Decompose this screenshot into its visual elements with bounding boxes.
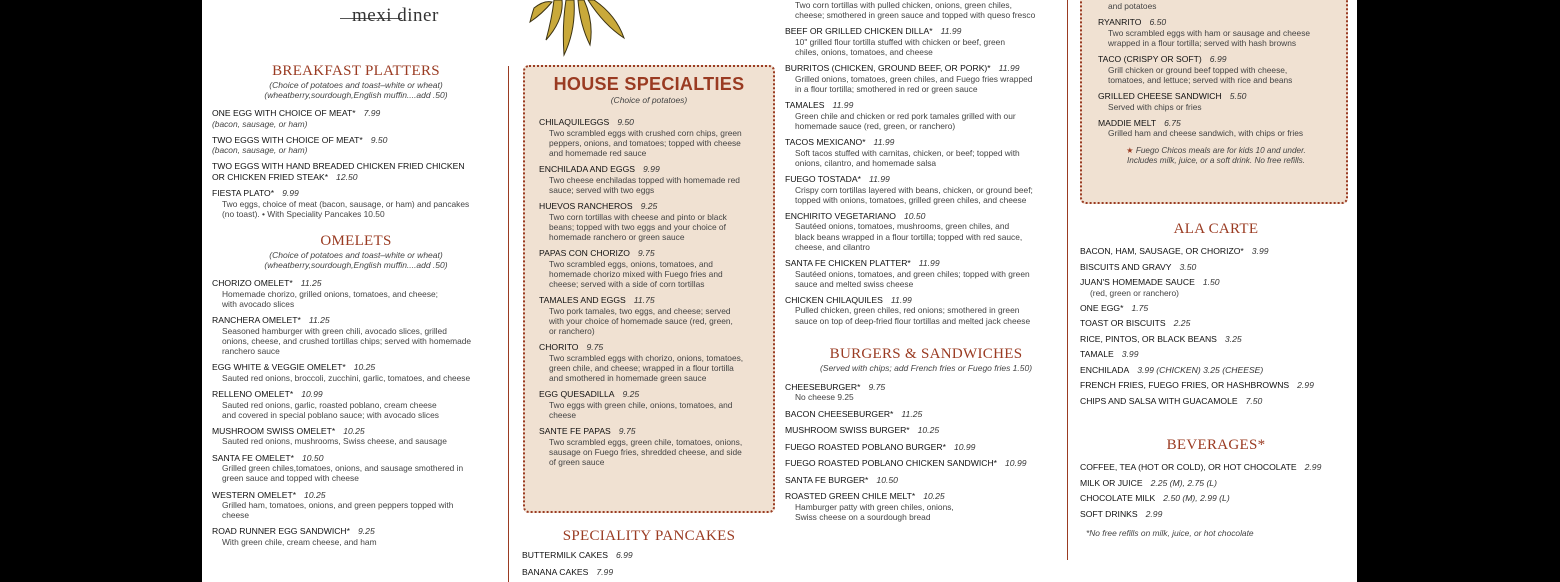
menu-item: EGG WHITE & VEGGIE OMELET* 10.25 Sauted red onions, broccoli, zucchini, garlic, tomatoes, and cheese <box>212 362 471 383</box>
breakfast-sub-1: (Choice of potatoes and toast–white or wheat) <box>269 80 443 90</box>
column-divider <box>1067 0 1068 560</box>
menu-item: ONE EGG WITH CHOICE OF MEAT* 7.99 (bacon, sausage, or ham) <box>212 108 381 129</box>
menu-item: TAMALES AND EGGS 11.75 Two pork tamales, two eggs, and cheese; served with your choice of homemade sauce (red, green, or ranchero) <box>539 295 733 337</box>
menu-item: GRILLED CHEESE SANDWICH 5.50 Served with chips or fries <box>1098 91 1247 112</box>
menu-item: ENCHILADA 3.99 (CHICKEN) 3.25 (CHEESE) <box>1080 364 1264 375</box>
logo-tagline: mexi diner <box>352 5 439 26</box>
omelets-sub-2: (wheatberry,sourdough,English muffin....add .50) <box>264 260 448 271</box>
column-alacarte <box>1080 221 1352 406</box>
menu-item: HUEVOS RANCHEROS 9.25 Two corn tortillas with cheese and pinto or black beans; topped with two eggs and your choice of homemade ranchero or green sauce <box>539 201 727 242</box>
menu-item: SANTE FE PAPAS 9.75 Two scrambled eggs, green chile, tomatoes, onions, sausage on Fuego fries, shredded cheese, and side of green sauce <box>539 426 743 468</box>
house-sub: (Choice of potatoes) <box>610 95 688 105</box>
menu-item: RANCHERA OMELET* 11.25 Seasoned hamburger with green chili, avocado slices, grilled onions, cheese, and crushed tortillas chips; served with homemade ranchero sauce <box>212 315 472 357</box>
menu-item: BANANA CAKES 7.99 <box>522 566 614 577</box>
menu-item: CHILAQUILEGGS 9.50 Two scrambled eggs with crushed corn chips, green peppers, onions, and tomatoes; topped with cheese and homemade red sauce <box>539 117 742 158</box>
column-beverages <box>1080 437 1352 538</box>
column-breakfast <box>212 63 500 547</box>
menu-item: TOAST OR BISCUITS 2.25 <box>1080 318 1191 329</box>
menu-item: ROAD RUNNER EGG SANDWICH* 9.25 With green chile, cream cheese, and ham <box>212 526 377 547</box>
menu-item: BURRITOS (CHICKEN, GROUND BEEF, OR PORK)* 11.99 Grilled onions, tomatoes, green chiles, and Fuego fries wrapped in a flour tortilla; smothered in red or green sauce <box>785 63 1033 95</box>
section-title-omelets: OMELETS <box>320 233 392 250</box>
sun-logo-icon <box>524 0 634 62</box>
menu-item: TWO EGGS WITH HAND BREADED CHICKEN FRIED CHICKEN OR CHICKEN FRIED STEAK* 12.50 <box>212 161 465 182</box>
section-title-alacarte: ALA CARTE <box>1173 221 1259 237</box>
menu-item: TAMALE 3.99 <box>1080 349 1139 360</box>
menu-item: RICE, PINTOS, OR BLACK BEANS 3.25 <box>1080 333 1242 344</box>
menu-item: SOFT DRINKS 2.99 <box>1080 508 1163 519</box>
menu-item: FUEGO ROASTED POBLANO CHICKEN SANDWICH* 10.99 <box>785 458 1027 469</box>
kids-note: ★ Fuego Chicos meals are for kids 10 and under. Includes milk, juice, or a soft drink. No free refills. <box>1126 146 1306 166</box>
menu-item: FIESTA PLATO* 9.99 Two eggs, choice of meat (bacon, sausage, or ham) and pancakes (no toast). • With Speciality Pancakes 10.50 <box>212 188 470 220</box>
breakfast-sub-2: (wheatberry,sourdough,English muffin....add .50) <box>264 90 448 100</box>
menu-item: CHORITO 9.75 Two scrambled eggs with chorizo, onions, tomatoes, green chile, and cheese; wrapped in a flour tortilla and smothered in homemade green sauce <box>539 342 744 384</box>
kids-menu-panel: and potatoes RYANRITO 6.50 Two scrambled eggs with ham or sausage and cheese wrapped in a flour tortilla; served with hash browns TACO (CRISPY OR SOFT) 6.99 Grill chicken or ground beef topped with cheese, tomatoes, and lettuce; served with rice and beans GRILLED CHEESE SANDWICH 5.50 Served with chips or fries MADDIE MELT 6.75 Grilled ham and cheese sandwich, with chips or fries ★ Fuego Chicos meals are for kids 10 and under. Includes milk, juice, or a soft drink. No free refills. <box>1080 0 1348 204</box>
menu-item: SANTA FE BURGER* 10.50 <box>785 474 898 485</box>
menu-item: FUEGO ROASTED POBLANO BURGER* 10.99 <box>785 441 976 452</box>
menu-item: ENCHIRITO VEGETARIANO 10.50 Sautéed onions, tomatoes, mushrooms, green chiles, and black beans wrapped in a flour tortilla; topped with red sauce, cheese, and cilantro <box>785 210 1023 252</box>
section-title-burgers: BURGERS & SANDWICHES <box>829 345 1023 362</box>
menu-page <box>202 0 1357 582</box>
menu-item: SANTA FE CHICKEN PLATTER* 11.99 Sautéed onions, tomatoes, and green chiles; topped with green sauce and melted swiss cheese <box>785 258 1030 289</box>
menu-item: BEEF OR GRILLED CHICKEN DILLA* 11.99 10" grilled flour tortilla stuffed with chicken or beef, green chiles, onions, tomatoes, and cheese <box>785 26 1005 58</box>
menu-item: EGG QUESADILLA 9.25 Two eggs with green chile, onions, tomatoes, and cheese <box>539 389 733 421</box>
omelets-sub-1: (Choice of potatoes and toast–white or wheat) <box>269 250 443 261</box>
menu-item: PAPAS CON CHORIZO 9.75 Two scrambled eggs, onions, tomatoes, and homemade chorizo mixed with Fuego fries and cheese; served with a side of corn tortillas <box>539 248 723 290</box>
menu-item: MADDIE MELT 6.75 Grilled ham and cheese sandwich, with chips or fries <box>1098 117 1304 139</box>
menu-item: BISCUITS AND GRAVY 3.50 <box>1080 261 1197 272</box>
menu-item: FUEGO TOSTADA* 11.99 Crispy corn tortillas layered with beans, chicken, or ground beef; topped with onions, tomatoes, grilled green chiles, and cheese <box>785 174 1033 205</box>
menu-item: WESTERN OMELET* 10.25 Grilled ham, tomatoes, onions, and green peppers topped with cheese <box>212 489 454 521</box>
menu-item: SANTA FE OMELET* 10.50 Grilled green chiles,tomatoes, onions, and sausage smothered in green sauce and topped with cheese <box>212 452 464 484</box>
section-title-pancakes: SPECIALITY PANCAKES <box>562 528 736 544</box>
star-icon: ★ <box>1126 146 1134 156</box>
burgers-sub: (Served with chips; add French fries or Fuego fries 1.50) <box>819 362 1033 373</box>
menu-item: FRENCH FRIES, FUEGO FRIES, OR HASHBROWNS 2.99 <box>1080 380 1314 391</box>
menu-item: TAMALES 11.99 Green chile and chicken or red pork tamales grilled with our homemade sauce (red, green, or ranchero) <box>785 100 1016 131</box>
section-title-breakfast: BREAKFAST PLATTERS <box>272 63 440 79</box>
menu-item: CHEESEBURGER* 9.75 No cheese 9.25 <box>785 381 886 403</box>
menu-item: JUAN'S HOMEMADE SAUCE 1.50 (red, green or ranchero) <box>1080 277 1220 298</box>
column-entrees: Two corn tortillas with pulled chicken, onions, green chiles, cheese; smothered in green sauce and topped with queso fresco BEEF OR GRILLED CHICKEN DILLA* 11.99 10" grilled flour tortilla stuffed with chicken or beef, green chiles, onions, tomatoes, and cheese BURRITOS (CHICKEN, GROUND BEEF, OR PORK)* 11.99 Grilled onions, tomatoes, green chiles, and Fuego fries wrapped in a flour tortilla; smothered in red or green sauce TAMALES 11.99 Green chile and chicken or red pork tamales grilled with our homemade sauce (red, green, or ranchero) TACOS MEXICANO* 11.99 Soft tacos stuffed with carnitas, chicken, or beef; topped with onions, cilantro, and homemade salsa FUEGO TOSTADA* 11.99 Crispy corn tortillas layered with beans, chicken, or ground beef; topped with onions, tomatoes, grilled green chiles, and cheese ENCHIRITO VEGETARIANO 10.50 Sautéed onions, tomatoes, mushrooms, green chiles, and black beans wrapped in a flour tortilla; topped with red sauce, cheese, and cilantro SANTA FE CHICKEN PLATTER* 11.99 Sautéed onions, tomatoes, and green chiles; topped with green sauce and melted swiss cheese CHICKEN CHILAQUILES 11.99 Pulled chicken, green chiles, red onions; smothered in green sauce on top of deep-fried flour tortillas and melted jack cheese BURGERS & SANDWICHES (Served with chips; add French fries or Fuego fries 1.50) CHEESEBURGER* 9.75 No cheese 9.25 BACON CHEESEBURGER* 11.25 MUSHROOM SWISS BURGER* 10.25 FUEGO ROASTED POBLANO BURGER* 10.99 FUEGO ROASTED POBLANO CHICKEN SANDWICH* 10.99 SANTA FE BURGER* 10.50 ROASTED GREEN CHILE MELT* 10.25 Hamburger patty with green chiles, onions, Swiss cheese on a sourdough bread <box>785 0 1067 522</box>
menu-item: RELLENO OMELET* 10.99 Sauted red onions, garlic, roasted poblano, cream cheese and covered in special poblano sauce; with avocado slices <box>212 389 439 420</box>
menu-item: MUSHROOM SWISS OMELET* 10.25 Sauted red onions, mushrooms, Swiss cheese, and sausage <box>212 425 447 447</box>
menu-item: TWO EGGS WITH CHOICE OF MEAT* 9.50 (bacon, sausage, or ham) <box>212 134 388 156</box>
column-pancakes <box>522 528 776 577</box>
menu-item: COFFEE, TEA (HOT OR COLD), OR HOT CHOCOLATE 2.99 <box>1080 462 1322 472</box>
house-specialties-panel <box>523 65 775 513</box>
menu-item: BACON CHEESEBURGER* 11.25 <box>785 408 923 419</box>
menu-item: ONE EGG* 1.75 <box>1080 302 1149 313</box>
menu-item: TACO (CRISPY OR SOFT) 6.99 Grill chicken or ground beef topped with cheese, tomatoes, and lettuce; served with rice and beans <box>1098 54 1293 85</box>
menu-item: MUSHROOM SWISS BURGER* 10.25 <box>785 425 940 436</box>
menu-item: BUTTERMILK CAKES 6.99 <box>522 550 633 560</box>
section-title-beverages: BEVERAGES* <box>1166 437 1266 453</box>
menu-item: TACOS MEXICANO* 11.99 Soft tacos stuffed with carnitas, chicken, or beef; topped with onions, cilantro, and homemade salsa <box>785 137 1020 168</box>
section-title-house: HOUSE SPECIALTIES <box>553 74 745 94</box>
beverages-note: *No free refills on milk, juice, or hot chocolate <box>1086 528 1254 538</box>
column-divider <box>508 66 509 582</box>
menu-item: CHORIZO OMELET* 11.25 Homemade chorizo, grilled onions, tomatoes, and cheese; with avocado slices <box>212 278 439 310</box>
menu-item: ROASTED GREEN CHILE MELT* 10.25 Hamburger patty with green chiles, onions, Swiss cheese on a sourdough bread <box>785 491 954 522</box>
menu-item: CHICKEN CHILAQUILES 11.99 Pulled chicken, green chiles, red onions; smothered in green sauce on top of deep-fried flour tortillas and melted jack cheese <box>785 294 1031 326</box>
menu-item: ENCHILADA AND EGGS 9.99 Two cheese enchiladas topped with homemade red sauce; served with two eggs <box>539 164 740 195</box>
menu-item: CHOCOLATE MILK 2.50 (M), 2.99 (L) <box>1080 493 1230 503</box>
menu-item: MILK OR JUICE 2.25 (M), 2.75 (L) <box>1080 477 1217 488</box>
menu-item: CHIPS AND SALSA WITH GUACAMOLE 7.50 <box>1080 395 1263 406</box>
menu-item: RYANRITO 6.50 Two scrambled eggs with ham or sausage and cheese wrapped in a flour tortilla; served with hash browns <box>1098 17 1311 48</box>
menu-item: BACON, HAM, SAUSAGE, OR CHORIZO* 3.99 <box>1080 246 1269 256</box>
